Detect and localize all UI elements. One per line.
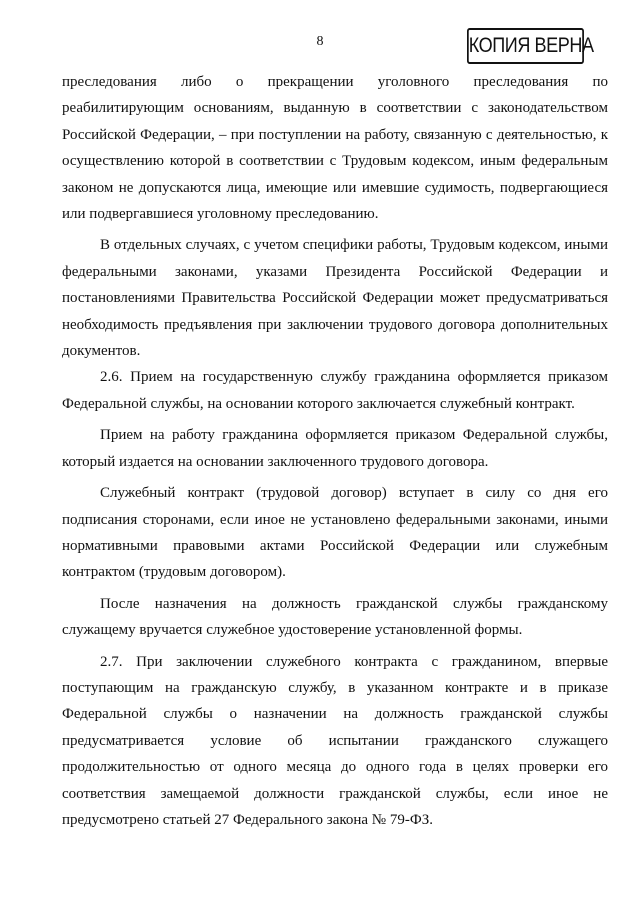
paragraph-2-6: 2.6. Прием на государственную службу гражданина оформляется приказом Федеральной службы, на основании которого заключается служебный контракт.: [62, 369, 608, 412]
document-body: [62, 69, 608, 833]
paragraph-contract-effective: Служебный контракт (трудовой договор) вступает в силу со дня его подписания сторонами, если иное не установлено федеральными законами, иными нормативными правовыми актами Российской Федерации или служебным контрактом (трудовым договором).: [62, 485, 608, 581]
page-number: 8: [316, 34, 324, 49]
paragraph-service-id: После назначения на должность гражданской службы гражданскому служащему вручается служебное удостоверение установленной формы.: [62, 595, 608, 639]
paragraph-2-7: 2.7. При заключении служебного контракта с гражданином, впервые поступающим на гражданскую службу, в указанном контракте и в приказе Федеральной службы о назначении на должность гражданской службы предусматривается условие об испытании гражданского служащего продолжительностью от одного месяца до одного года в целях проверки его соответствия замещаемой должности гражданской службы, если иное не предусмотрено статьей 27 Федерального закона № 79-ФЗ.: [62, 653, 608, 828]
copy-certified-stamp: КОПИЯ ВЕРНА: [467, 28, 584, 64]
paragraph-employment-order: Прием на работу гражданина оформляется приказом Федеральной службы, который издается на основании заключенного трудового договора.: [62, 427, 608, 470]
paragraph-continuation: преследования либо о прекращении уголовного преследования по реабилитирующим основаниям, выданную в соответствии с законодательством Российской Федерации, – при поступлении на работу, связанную с деятельностью, к осуществлению которой в соответствии с Трудовым кодексом, иным федеральным законом не допускаются лица, имеющие или имевшие судимость, подвергающиеся или подвергавшиеся уголовному преследованию.: [62, 74, 608, 223]
paragraph-additional-documents: В отдельных случаях, с учетом специфики работы, Трудовым кодексом, иными федеральными законами, указами Президента Российской Федерации и постановлениями Правительства Российской Федерации может предусматриваться необходимость предъявления при заключении трудового договора дополнительных документов.: [62, 237, 608, 360]
